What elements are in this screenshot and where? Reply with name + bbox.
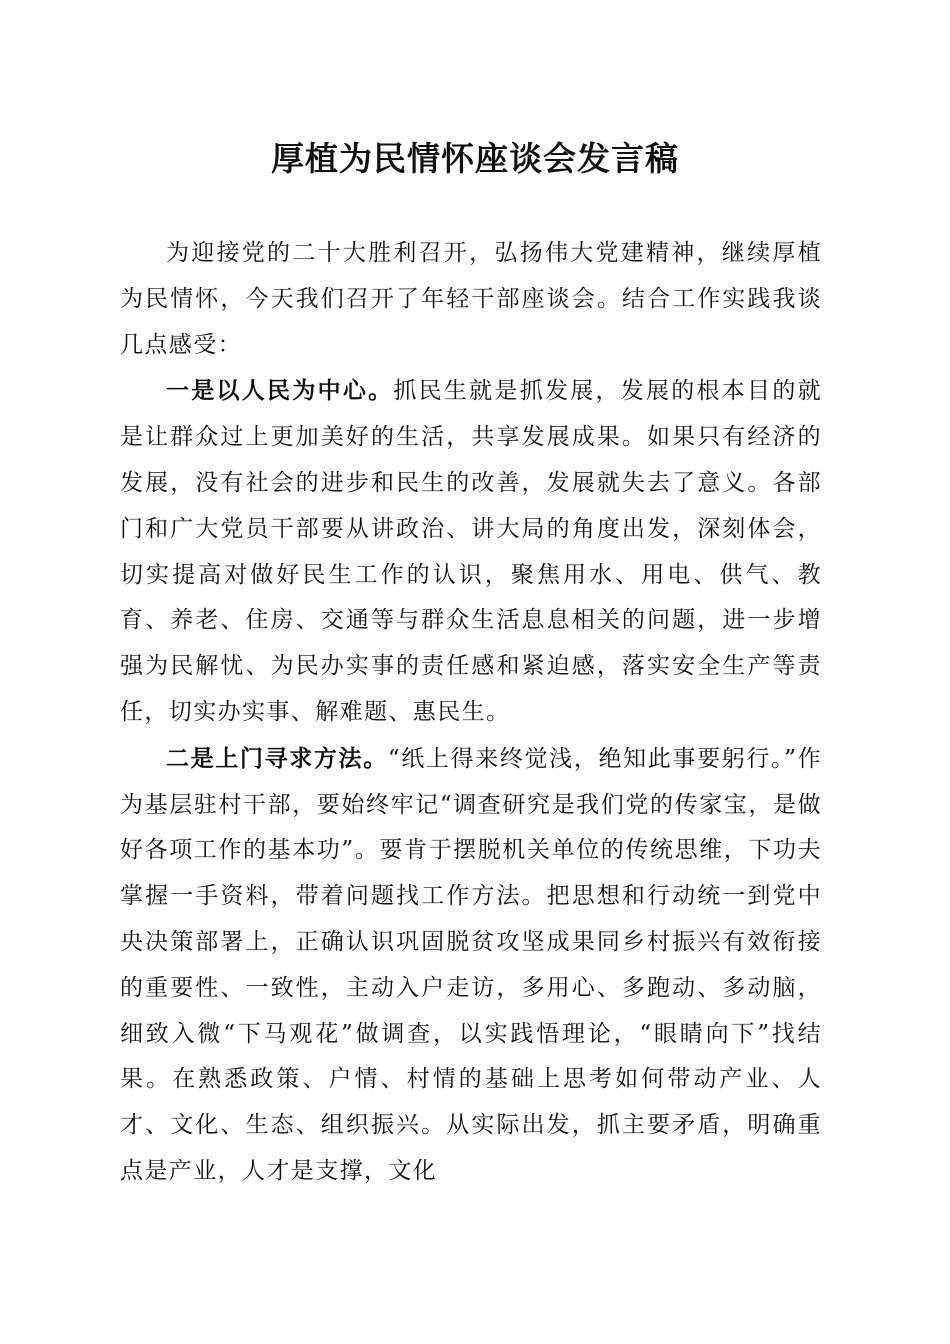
document-body xyxy=(120,230,822,1195)
paragraph-point-two xyxy=(120,736,822,1195)
paragraph-text: “纸上得来终觉浅，绝知此事要躬行。”作为基层驻村干部，要始终牢记“调查研究是我们党的传家宝，是做好各项工作的基本功”。要肯于摆脱机关单位的传统思维，下功夫掌握一手资料，带着问题找工作方法。把思想和行动统一到党中央决策部署上，正确认识巩固脱贫攻坚成果同乡村振兴有效衔接的重要性、一致性，主动入户走访，多用心、多跑动、多动脑，细致入微“下马观花”做调查，以实践悟理论，“眼睛向下”找结果。在熟悉政策、户情、村情的基础上思考如何带动产业、人才、文化、生态、组织振兴。从实际出发，抓主要矛盾，明确重点是产业，人才是支撑，文化 xyxy=(120,745,822,1184)
paragraph-text: 抓民生就是抓发展，发展的根本目的就是让群众过上更加美好的生活，共享发展成果。如果只有经济的发展，没有社会的进步和民生的改善，发展就失去了意义。各部门和广大党员干部要从讲政治、讲大局的角度出发，深刻体会，切实提高对做好民生工作的认识，聚焦用水、用电、供气、教育、养老、住房、交通等与群众生活息息相关的问题，进一步增强为民解忧、为民办实事的责任感和紧迫感，落实安全生产等责任，切实办实事、解难题、惠民生。 xyxy=(120,378,822,725)
paragraph-lead: 二是上门寻求方法。 xyxy=(166,744,388,772)
paragraph-lead: 一是以人民为中心。 xyxy=(166,377,394,405)
paragraph-text: 为迎接党的二十大胜利召开，弘扬伟大党建精神，继续厚植为民情怀，今天我们召开了年轻干部座谈会。结合工作实践我谈几点感受： xyxy=(120,240,822,358)
paragraph-point-one xyxy=(120,368,822,735)
paragraph-intro xyxy=(120,230,822,368)
document-title: 厚植为民情怀座谈会发言稿 xyxy=(271,139,679,178)
